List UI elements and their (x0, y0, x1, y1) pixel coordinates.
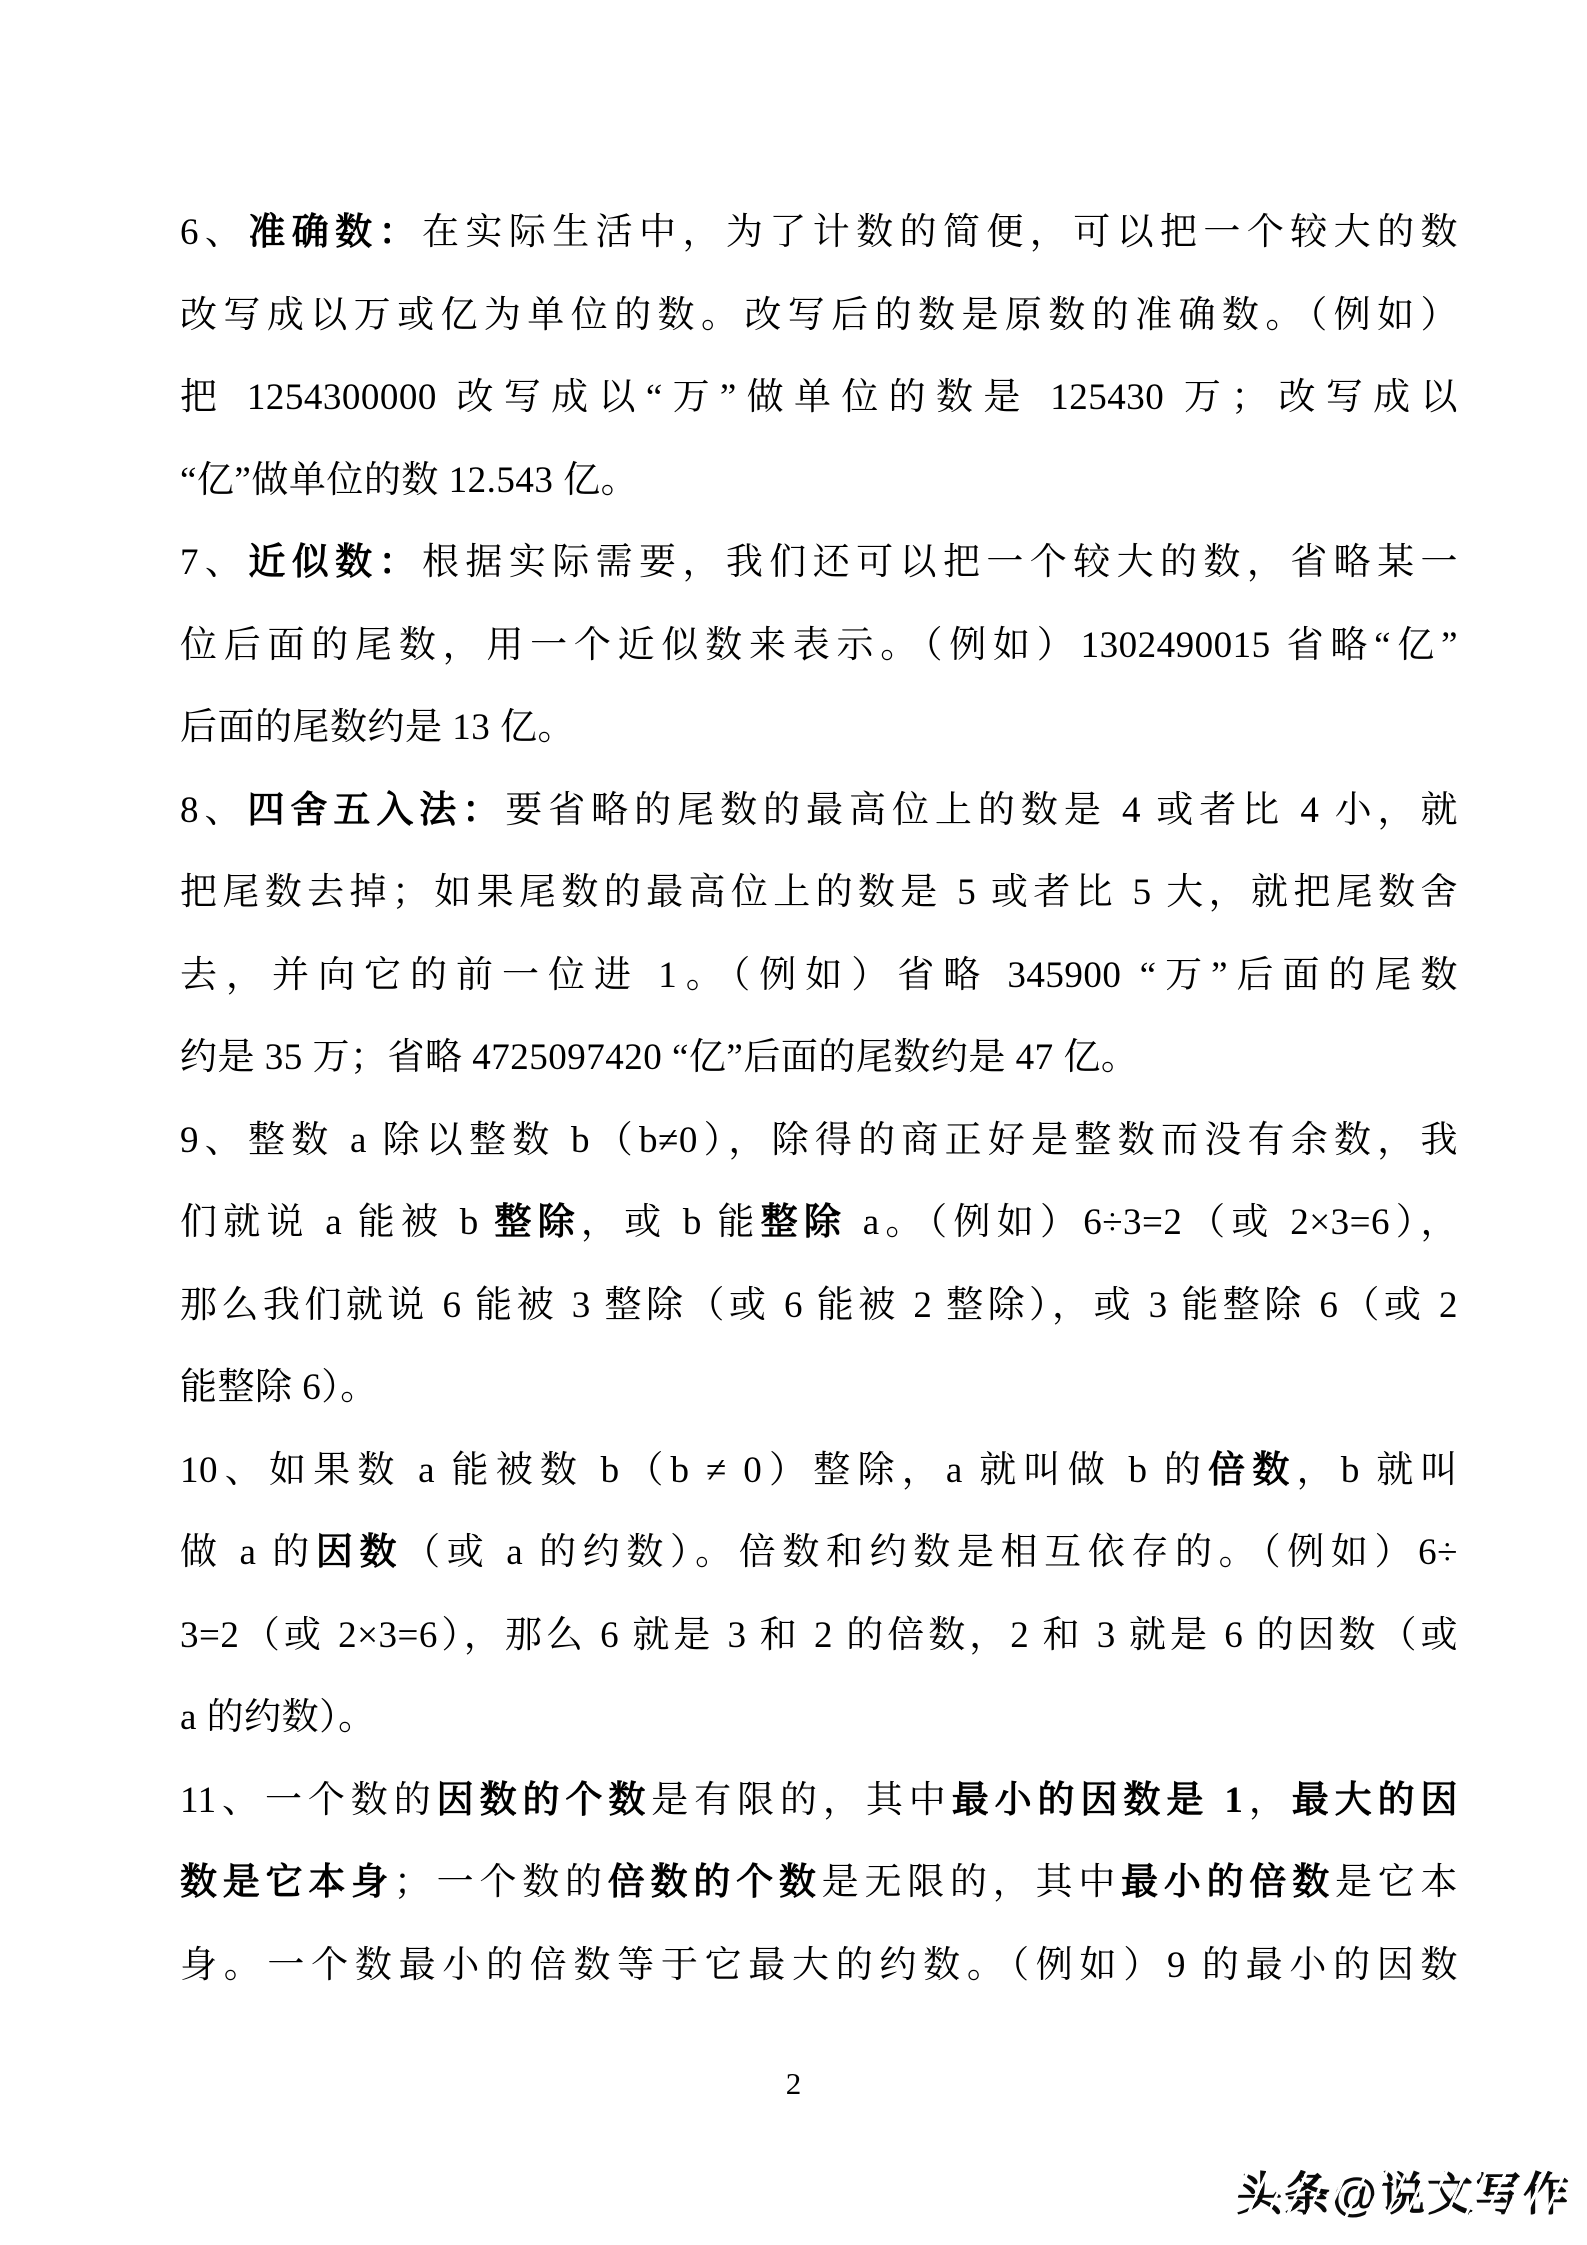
text-run: 8、 (180, 789, 248, 831)
text-run: （或 a 的约数）。倍数和约数是相互依存的。（例如）6÷ (403, 1532, 1458, 1573)
text-run: 最小的倍数 (1121, 1862, 1335, 1903)
text-line (180, 1842, 1458, 1925)
text-run: 10、如果数 a 能被数 b（b ≠ 0）整除，a 就叫做 b 的 (180, 1449, 1209, 1491)
text-run: 3=2（或 2×3=6），那么 6 就是 3 和 2 的倍数，2 和 3 就是 6 的因数（或 (180, 1614, 1458, 1656)
text-run: 去，并向它的前一位进 1。（例如）省略 345900 “万”后面的尾数 (180, 954, 1458, 996)
text-line (180, 1760, 1458, 1843)
text-run: 倍数的个数 (607, 1862, 822, 1903)
text-line (180, 1925, 1458, 2008)
text-run: 最大的因 (1291, 1779, 1458, 1821)
text-run: “亿”做单位的数 12.543 亿。 (180, 459, 639, 501)
text-line (180, 522, 1458, 605)
text-line (180, 1430, 1458, 1513)
text-line (180, 1182, 1458, 1265)
text-run: ，或 b 能 (580, 1202, 761, 1243)
text-run: 7、 (180, 542, 249, 583)
text-run: 是有限的，其中 (651, 1779, 952, 1821)
text-run: 整除 (760, 1202, 848, 1243)
text-line (180, 1347, 1458, 1430)
text-line (180, 440, 1458, 523)
text-run: 约是 35 万；省略 4725097420 “亿”后面的尾数约是 47 亿。 (180, 1037, 1139, 1078)
text-run: 因数的个数 (436, 1779, 652, 1821)
text-line (180, 192, 1458, 275)
text-line (180, 687, 1458, 770)
text-run: 6、 (180, 212, 249, 253)
text-line (180, 275, 1458, 358)
text-run: 把 1254300000 改写成以“万”做单位的数是 125430 万；改写成以 (180, 377, 1458, 418)
text-run: 倍数 (1208, 1449, 1297, 1491)
text-run: 是它本 (1335, 1862, 1458, 1903)
text-run: 们就说 a 能被 b (180, 1202, 495, 1243)
text-run: 因数 (315, 1532, 404, 1573)
text-line (180, 935, 1458, 1018)
text-run: 是无限的，其中 (821, 1862, 1122, 1903)
text-run: 近似数： (248, 542, 422, 583)
text-run: 根据实际需要，我们还可以把一个较大的数，省略某一 (421, 542, 1458, 583)
text-line (180, 1677, 1458, 1760)
text-line (180, 605, 1458, 688)
text-line (180, 1017, 1458, 1100)
text-line (180, 357, 1458, 440)
text-run: 把尾数去掉；如果尾数的最高位上的数是 5 或者比 5 大，就把尾数舍 (180, 872, 1458, 913)
text-run: 准确数： (248, 212, 422, 253)
text-line (180, 852, 1458, 935)
text-run: ，b 就叫 (1296, 1449, 1458, 1491)
page-number: 2 (785, 2066, 802, 2101)
text-run: 改写成以万或亿为单位的数。改写后的数是原数的准确数。（例如） (180, 294, 1458, 336)
text-run: 9、整数 a 除以整数 b（b≠0），除得的商正好是整数而没有余数，我 (180, 1119, 1458, 1161)
text-run: 那么我们就说 6 能被 3 整除（或 6 能被 2 整除），或 3 能整除 6（或 2 (180, 1284, 1458, 1326)
text-line (180, 1595, 1458, 1678)
text-run: 做 a 的 (180, 1532, 316, 1573)
text-line (180, 1265, 1458, 1348)
text-line (180, 1100, 1458, 1183)
watermark-text: 头条@说文写作 (1236, 2158, 1571, 2224)
text-run: a。（例如）6÷3=2（或 2×3=6）， (847, 1202, 1458, 1243)
text-run: 11、一个数的 (180, 1779, 437, 1821)
text-run: ；一个数的 (393, 1862, 608, 1903)
text-run: 数是它本身 (180, 1862, 394, 1903)
text-run: 最小的因数是 1 (951, 1779, 1244, 1821)
text-run: 位后面的尾数，用一个近似数来表示。（例如）1302490015 省略“亿” (180, 624, 1458, 666)
text-run: 在实际生活中，为了计数的简便，可以把一个较大的数 (421, 212, 1458, 253)
text-run: 后面的尾数约是 13 亿。 (180, 707, 575, 748)
text-line (180, 770, 1458, 853)
text-run: ， (1243, 1779, 1292, 1821)
text-line (180, 1512, 1458, 1595)
text-run: a 的约数）。 (180, 1697, 376, 1738)
document-text (180, 192, 1458, 2007)
text-run: 身。一个数最小的倍数等于它最大的约数。（例如）9 的最小的因数 (180, 1944, 1458, 1986)
text-run: 要省略的尾数的最高位上的数是 4 或者比 4 小，就 (505, 789, 1458, 831)
text-run: 整除 (494, 1202, 581, 1243)
text-run: 能整除 6）。 (180, 1367, 378, 1408)
text-run: 四舍五入法： (247, 789, 506, 831)
